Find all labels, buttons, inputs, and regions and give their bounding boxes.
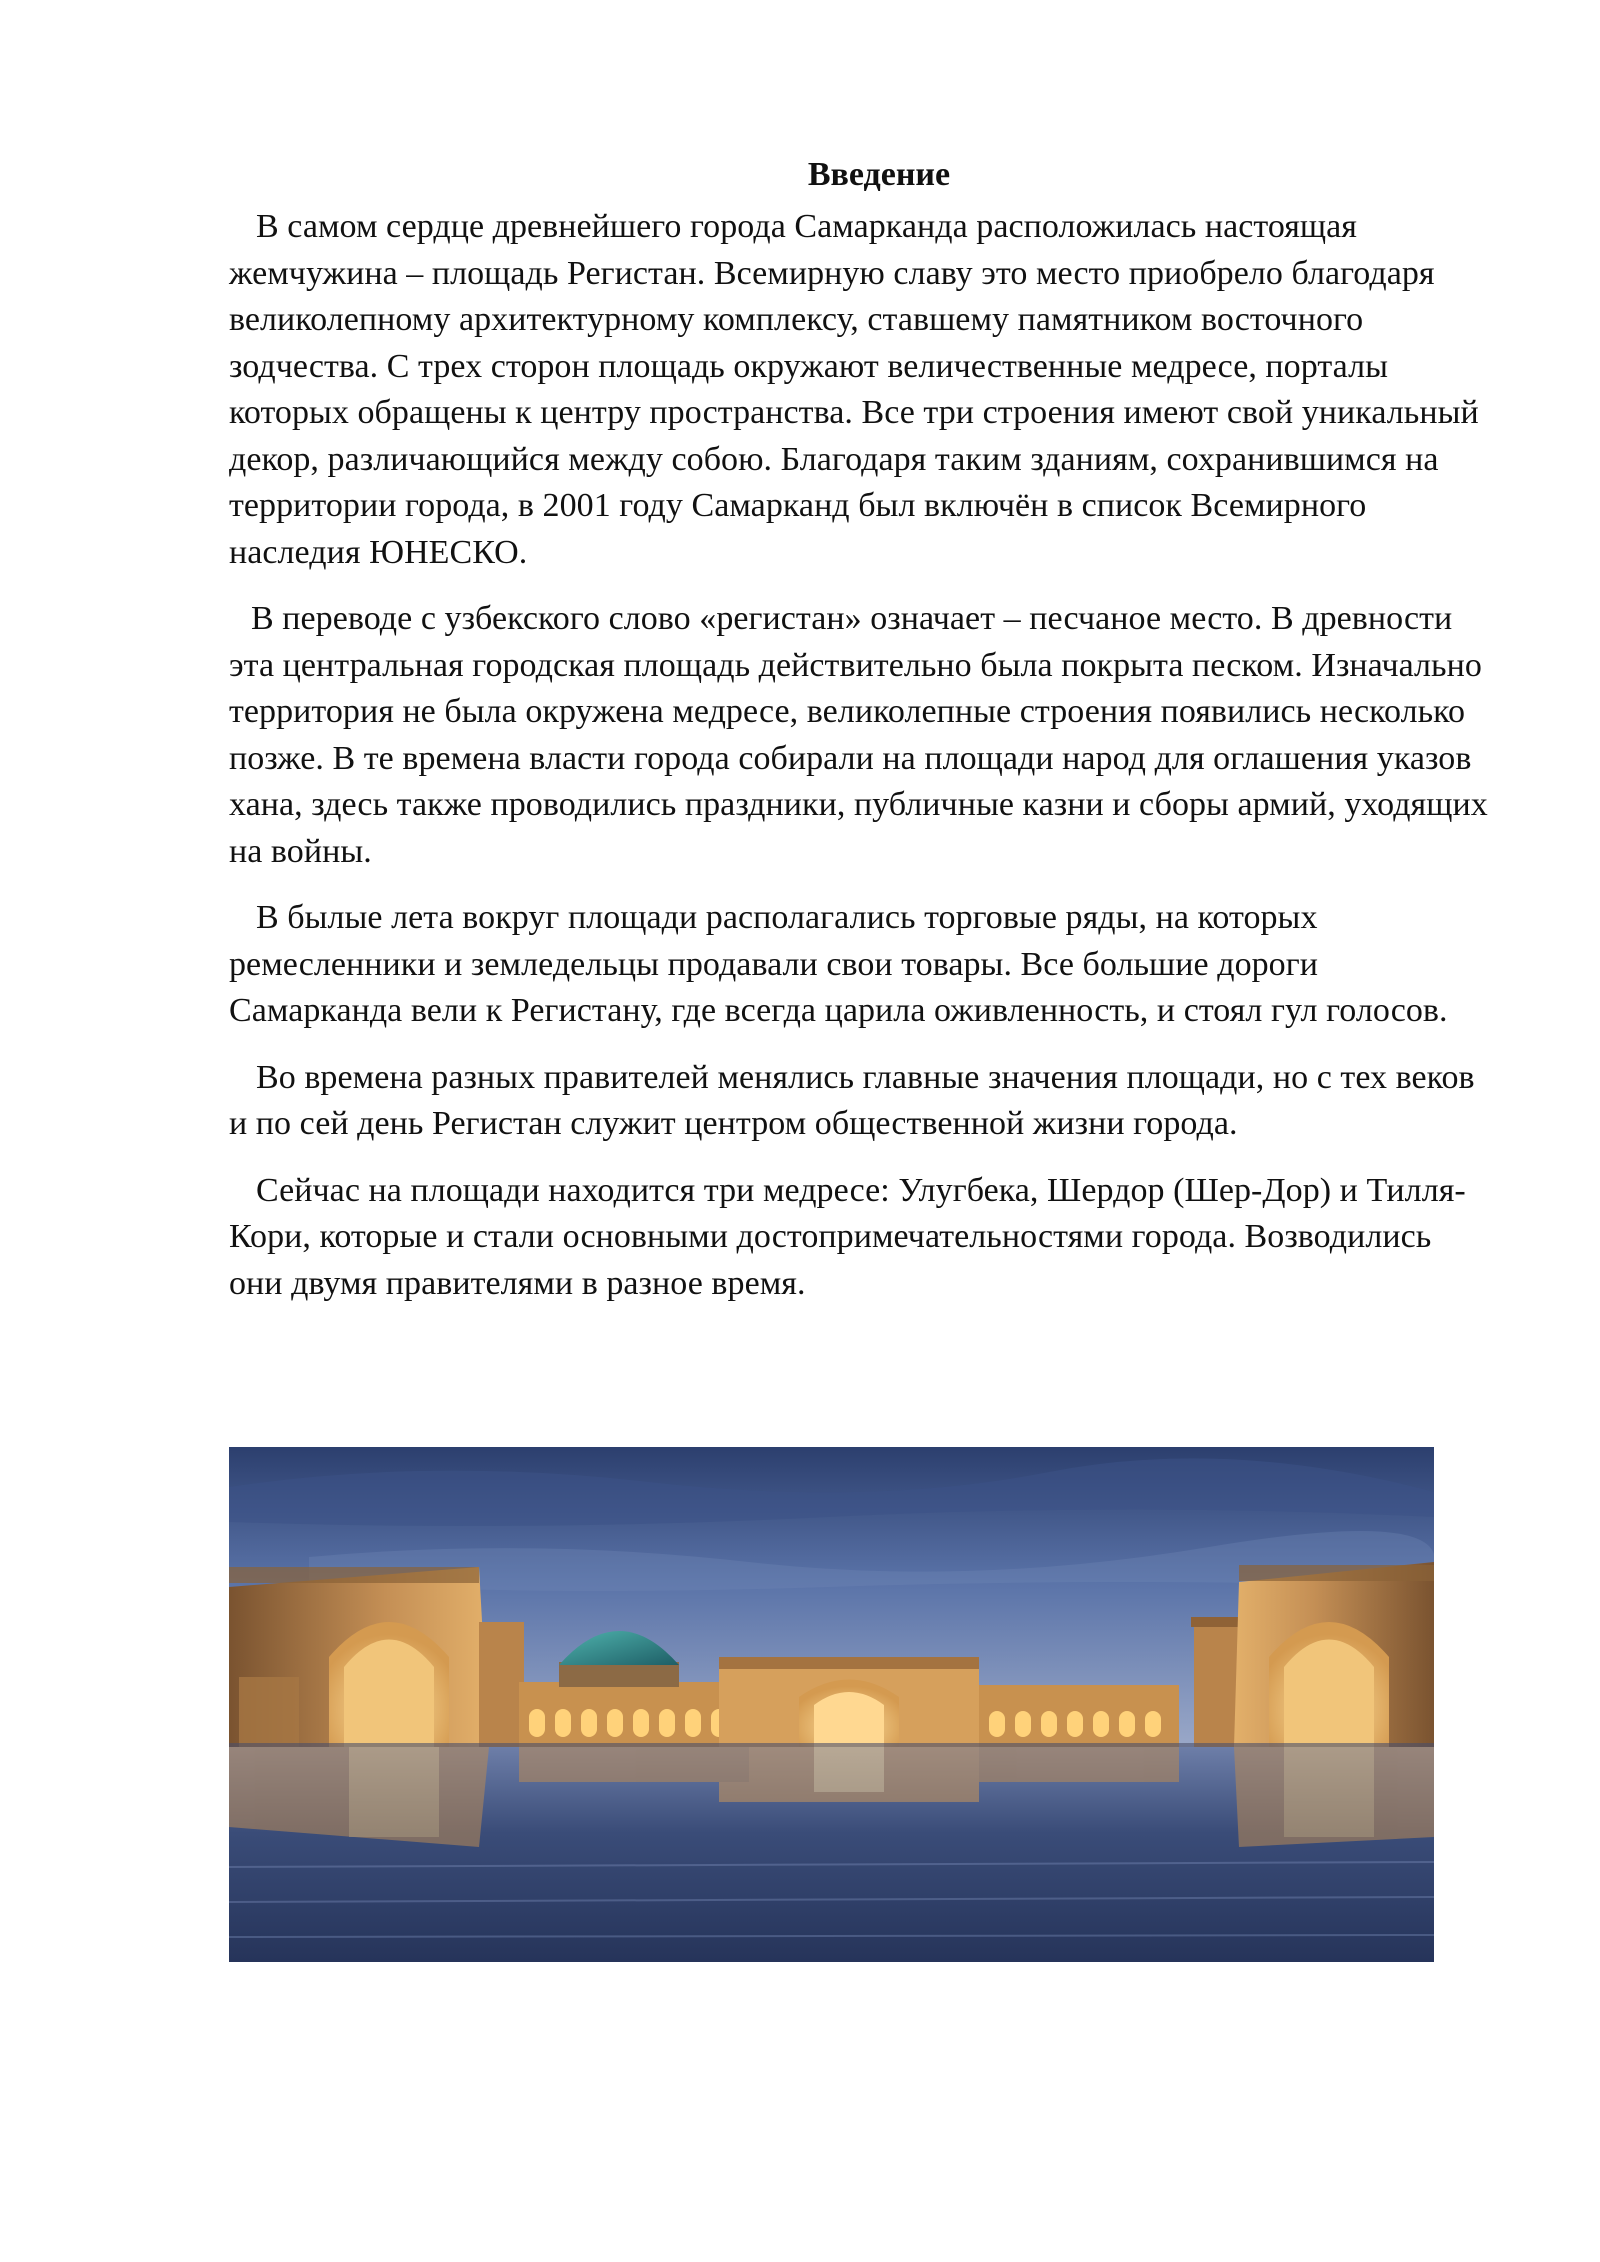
paragraph-3: В былые лета вокруг площади располагались торговые ряды, на которых ремесленники и земледельцы продавали свои товары. Все большие дороги Самарканда вели к Регистану, где всегда царила оживленность, и стоял гул голосов. <box>229 899 1448 1029</box>
registan-square-photo <box>229 1447 1434 1962</box>
paragraph-5: Сейчас на площади находится три медресе: Улугбека, Шердор (Шер-Дор) и Тилля-Кори, которые и стали основными достопримечательностями города. Возводились они двумя правителями в разное время. <box>229 1171 1466 1302</box>
paragraph-1: В самом сердце древнейшего города Самарканда расположилась настоящая жемчужина – площадь Регистан. Всемирную славу это место приобрело благодаря великолепному архитектурному комплексу, ставшему памятником восточного зодчества. С трех сторон площадь окружают величественные медресе, порталы которых обращены к центру пространства. Все три строения имеют свой уникальный декор, различающийся между собою. Благодаря таким зданиям, сохранившимся на территории города, в 2001 году Самарканд был включён в список Всемирного наследия ЮНЕСКО. <box>229 208 1479 571</box>
paragraph-2: В переводе с узбекского слово «регистан» означает – песчаное место. В древности эта центральная городская площадь действительно была покрыта песком. Изначально территория не была окружена медресе, великолепные строения появились несколько позже. В те времена власти города собирали на площади народ для оглашения указов хана, здесь также проводились праздники, публичные казни и сборы армий, уходящих на войны. <box>229 600 1488 870</box>
paragraph-4: Во времена разных правителей менялись главные значения площади, но с тех веков и по сей день Регистан служит центром общественной жизни города. <box>229 1058 1475 1142</box>
section-title: Введение <box>807 156 951 193</box>
document-body <box>229 148 1489 1327</box>
